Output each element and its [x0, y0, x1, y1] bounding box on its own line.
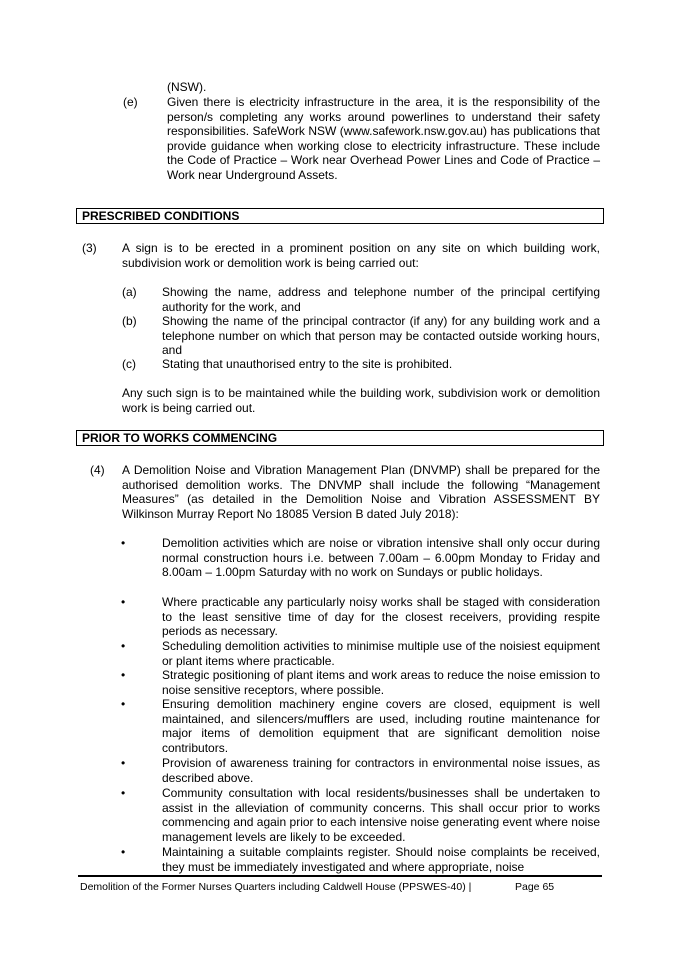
bullet-icon: • [121, 756, 126, 770]
condition-4-intro: A Demolition Noise and Vibration Management Plan (DNVMP) shall be prepared for the authorised demolition works. The DNVMP shall include the following “Management Measures” (as detailed in the Demolition Noise and Vibration ASSESSMENT BY Wilkinson Murray Report No 18085 Version B dated July 2018): [122, 463, 600, 521]
condition-number-4: (4) [90, 463, 105, 477]
footer-page-number: Page 65 [515, 881, 555, 893]
condition-3-closing: Any such sign is to be maintained while the building work, subdivision work or demolition work is being carried out. [122, 386, 600, 415]
condition-number-3: (3) [82, 241, 97, 255]
continuation-text: (NSW). [167, 80, 207, 94]
bullet-text: Scheduling demolition activities to minimise multiple use of the noisiest equipment or plant items where practicable. [162, 639, 600, 668]
footer-rule [78, 875, 602, 877]
bullet-text: Where practicable any particularly noisy works shall be staged with consideration to the least sensitive time of day for the closest receivers, providing respite periods as necessary. [162, 595, 600, 639]
footer-title: Demolition of the Former Nurses Quarters including Caldwell House (PPSWES-40) | [80, 881, 472, 893]
item-e-text: Given there is electricity infrastructure in the area, it is the responsibility of the person/s completing any works around powerlines to understand their safety responsibilities. SafeWork NSW (www.safework.nsw.gov.au) has publications that provide guidance when working close to electricity infrastructure. These include the Code of Practice – Work near Overhead Power Lines and Code of Practice – Work near Underground Assets. [167, 95, 600, 182]
section-heading-prescribed: PRESCRIBED CONDITIONS [76, 208, 604, 224]
bullet-icon: • [121, 845, 126, 859]
item-c-text: Stating that unauthorised entry to the site is prohibited. [162, 357, 453, 371]
item-e-label: (e) [123, 95, 138, 109]
bullet-icon: • [121, 697, 126, 711]
bullet-icon: • [121, 536, 126, 550]
section-heading-prior-works: PRIOR TO WORKS COMMENCING [76, 430, 604, 446]
item-b-label: (b) [122, 314, 137, 328]
bullet-icon: • [121, 668, 126, 682]
bullet-icon: • [121, 786, 126, 800]
item-c-label: (c) [122, 357, 136, 371]
bullet-icon: • [121, 595, 126, 609]
bullet-text: Maintaining a suitable complaints register. Should noise complaints be received, they must be immediately investigated and where appropriate, noise [162, 845, 600, 874]
item-a-text: Showing the name, address and telephone number of the principal certifying authority for the work, and [162, 285, 600, 314]
bullet-text: Ensuring demolition machinery engine covers are closed, equipment is well maintained, and silencers/mufflers are used, including routine maintenance for major items of demolition equipment that are significant demolition noise contributors. [162, 697, 600, 755]
bullet-text: Demolition activities which are noise or vibration intensive shall only occur during normal construction hours i.e. between 7.00am – 6.00pm Monday to Friday and 8.00am – 1.00pm Saturday with no work on Sundays or public holidays. [162, 536, 600, 580]
item-a-label: (a) [122, 285, 137, 299]
bullet-icon: • [121, 639, 126, 653]
bullet-text: Provision of awareness training for contractors in environmental noise issues, as described above. [162, 756, 600, 785]
bullet-text: Strategic positioning of plant items and work areas to reduce the noise emission to noise sensitive receptors, where possible. [162, 668, 600, 697]
item-b-text: Showing the name of the principal contractor (if any) for any building work and a telephone number on which that person may be contacted outside working hours, and [162, 314, 600, 358]
bullet-text: Community consultation with local residents/businesses shall be undertaken to assist in the alleviation of community concerns. This shall occur prior to works commencing and again prior to each intensive noise generating event where noise management levels are likely to be exceeded. [162, 786, 600, 844]
condition-3-intro: A sign is to be erected in a prominent position on any site on which building work, subdivision work or demolition work is being carried out: [122, 241, 600, 270]
